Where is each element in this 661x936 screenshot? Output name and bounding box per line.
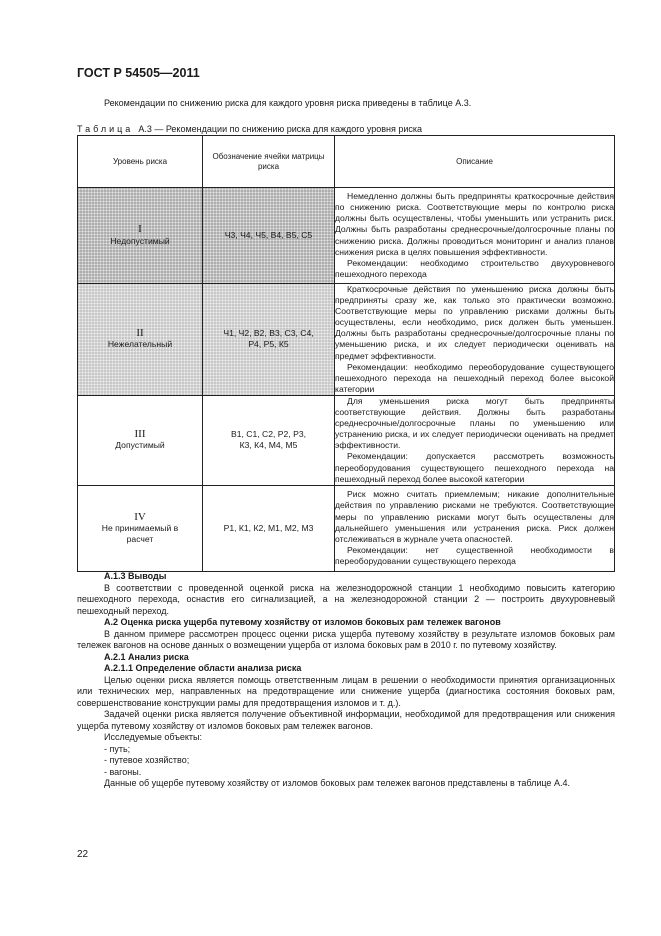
paragraph: В соответствии с проведенной оценкой риска на железнодорожной станции 1 необходимо повысить категорию пешеходного перехода, оснастив его сигнализацией, а на железнодорожной станции 2 — построить двухуровневый пешеходный переход.	[77, 582, 615, 616]
header-description: Описание	[335, 136, 615, 188]
level-name: Недопустимый	[110, 235, 170, 246]
matrix-cells	[203, 284, 335, 396]
recommendation-text: Рекомендации: необходимо строительство двухуровневого пешеходного перехода	[335, 257, 614, 279]
section-heading: А.2 Оценка риска ущерба путевому хозяйству от изломов боковых рам тележек вагонов	[104, 617, 501, 627]
paragraph: Задачей оценки риска является получение объективной информации, необходимой для предотвращения или снижения ущерба путевому хозяйству от изломов боковых рам тележек вагонов.	[77, 709, 615, 731]
matrix-cells-text: Ч1, Ч2, В2, В3, С3, С4, Р4, Р5, К5	[223, 328, 314, 350]
risk-table	[77, 135, 615, 572]
recommendation-text: Рекомендации: допускается рассмотреть возможность переоборудования существующего пешеходного перехода на пешеходный переход более высокой категории	[335, 451, 614, 484]
description-text: Для уменьшения риска могут быть предприняты соответствующие действия. Должны быть разработаны среднесрочные/долгосрочные планы по уменьшению или устранению риска, и их следует периодически оценивать на предмет эффективности.	[335, 395, 614, 451]
matrix-cells	[203, 395, 335, 485]
matrix-cells	[203, 188, 335, 284]
level-number: IV	[134, 510, 146, 523]
paragraph: Целью оценки риска является помощь ответственным лицам в решении о необходимости принятия организационных или технических мер, направленных на предотвращение или снижение ущерба (диагностика состояния боковых рам, совершенствование конструкции рамы для предотвращения изломов и т. д.).	[77, 674, 615, 708]
list-item: - вагоны.	[104, 766, 142, 777]
description-text: Риск можно считать приемлемым; никакие дополнительные действия по управлению рисками не требуются. Соответствующие меры по управлению рисками могут быть осуществлены для дальнейшего уменьшения или устранения риска. Риск должен отслеживаться в журнале учета опасностей.	[335, 489, 614, 544]
level-number: III	[134, 428, 146, 441]
header-level: Уровень риска	[78, 136, 203, 188]
matrix-cells-text: Р1, К1, К2, М1, М2, М3	[223, 522, 314, 533]
list-item: - путевое хозяйство;	[104, 755, 190, 765]
paragraph: Данные об ущербе путевому хозяйству от изломов боковых рам тележек вагонов представлены в таблице А.4.	[104, 778, 570, 788]
section-heading: А.1.3 Выводы	[104, 571, 167, 581]
level-cell	[78, 284, 203, 396]
table-row	[78, 284, 615, 396]
description-text: Немедленно должны быть предприняты краткосрочные действия по снижению риска. Соответствующие меры по контролю риска должны быть осуществлены, чтобы уменьшить или устранить риск. Должны быть разработаны среднесрочные/долгосрочные планы по снижению риска. Должны проводиться мониторинг и анализ планов снижения риска в целях повышения эффективности.	[335, 191, 614, 257]
table-row	[78, 395, 615, 485]
description-cell	[335, 284, 615, 396]
table-row	[78, 485, 615, 571]
table-caption-prefix: Таблица	[77, 124, 134, 134]
matrix-cells	[203, 485, 335, 571]
list-item: - путь;	[104, 743, 131, 754]
table-header-row	[78, 136, 615, 188]
paragraph: В данном примере рассмотрен процесс оценки риска ущерба путевому хозяйству в результате изломов боковых рам тележек вагонов на основе данных о возмещении ущерба от излома боковых рам в 2010 г. по путевому хозяйству.	[77, 628, 615, 650]
level-number: II	[136, 327, 144, 340]
description-text: Краткосрочные действия по уменьшению риска должны быть предприняты сразу же, как только это практически возможно. Соответствующие меры по управлению рисками должны быть осуществлены, если необходимо, риск должен быть уменьшен. Должны быть разработаны среднесрочные/долгосрочные планы по уменьшению риска, и их следует периодически оценивать на предмет эффективности.	[335, 284, 614, 361]
matrix-cells-text: Ч3, Ч4, Ч5, В4, В5, С5	[224, 229, 313, 240]
page-number: 22	[77, 849, 89, 860]
section-heading: А.2.1 Анализ риска	[104, 651, 189, 662]
description-cell	[335, 188, 615, 284]
description-cell	[335, 485, 615, 571]
description-cell	[335, 395, 615, 485]
level-name: Допустимый	[115, 440, 165, 451]
level-name: Нежелательный	[107, 339, 173, 350]
intro-text: Рекомендации по снижению риска для каждого уровня риска приведены в таблице А.3.	[104, 98, 472, 108]
header-cell-code: Обозначение ячейки матрицы риска	[203, 136, 335, 188]
level-name: Не принимаемый в расчет	[101, 522, 179, 544]
level-number: I	[138, 223, 142, 236]
section-heading: А.2.1.1 Определение области анализа риска	[104, 663, 302, 673]
table-row	[78, 188, 615, 284]
document-header: ГОСТ Р 54505—2011	[77, 66, 200, 80]
table-caption	[77, 124, 422, 134]
recommendation-text: Рекомендации: нет существенной необходимости в переоборудовании существующего перехода	[335, 544, 614, 566]
table-caption-text: А.3 — Рекомендации по снижению риска для каждого уровня риска	[138, 124, 423, 134]
level-cell	[78, 188, 203, 284]
level-cell	[78, 485, 203, 571]
body-text	[77, 571, 615, 790]
recommendation-text: Рекомендации: необходимо переоборудование существующего пешеходного перехода на пешеходный переход более высокой категории	[335, 361, 614, 394]
paragraph: Исследуемые объекты:	[104, 732, 202, 742]
level-cell	[78, 395, 203, 485]
matrix-cells-text: В1, С1, С2, Р2, Р3, К3, К4, М4, М5	[231, 429, 306, 451]
